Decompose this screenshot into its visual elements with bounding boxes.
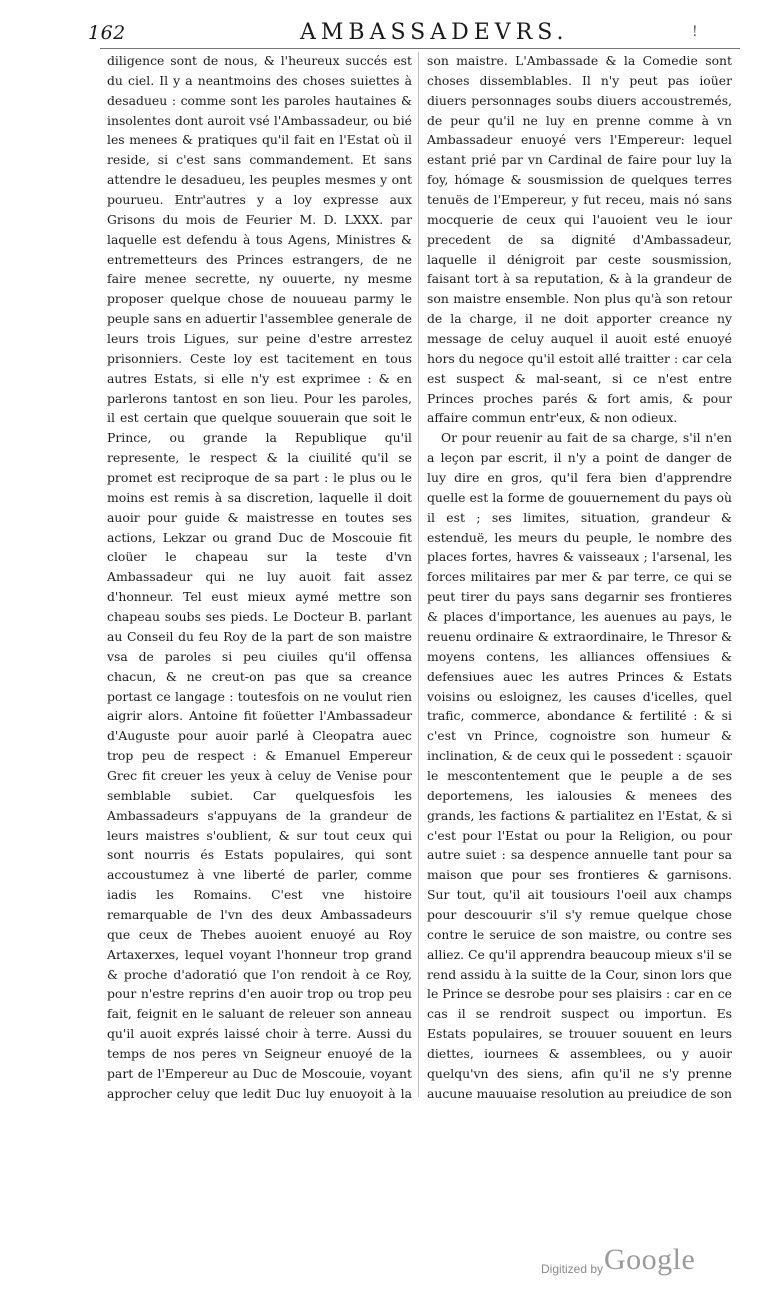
page-number: 162 [88, 22, 126, 44]
header-rule [100, 48, 740, 49]
paragraph: diligence sont de nous, & l'heureux succés est du ciel. Il y a neantmoins des choses suiettes à desadueu : comme sont les paroles hautaines & insolentes dont auroit vsé l'Ambassadeur, ou bié les menees & pratiques qu'il fait en l'Estat où il reside, si c'est sans commandement. Et sans attendre le desadueu, les peuples mesmes y ont pourueu. Entr'autres y a loy expresse aux Grisons du mois de Feurier M. D. LXXX. par laquelle est defendu à tous Agens, Ministres & entremetteurs des Princes estrangers, de ne faire menee secrette, ny ouuerte, ny mesme proposer quelque chose de nouueau parmy le peuple sans en aduertir l'assemblee generale de leurs trois Ligues, sur peine d'estre arrestez prisonniers. Ceste loy est tacitement en tous autres Estats, si elle n'y est exprimee : & en parlerons tantost en son lieu. Pour les paroles, il est certain que quelque souuerain que soit le Prince, ou grande la Republique qu'il represente, le respect & la ciuilité qu'il se promet est reciproque de sa part : le plus ou le moins est remis à sa discretion, laquelle il doit auoir pour guide & maistresse en toutes ses actions, Lekzar ou grand Duc de Moscouie fit cloüer le chapeau sur la teste d'vn Ambassadeur qui ne luy auoit fait assez d'honneur. Tel eust mieux aymé mettre son chapeau soubs ses pieds. Le Docteur B. parlant au Conseil du feu Roy de la part de son maistre vsa de paroles si peu ciuiles qu'il offensa chacun, & ne creut-on pas que sa creance portast ce langage : toutesfois on ne voulut rien aigrir alors. Antoine fit foüetter l'Ambassadeur d'Auguste pour auoir parlé à Cleopatra auec trop peu de respect : & Emanuel Empereur Grec fit creuer les yeux à celuy de Venise pour semblable subiet. Car quelquesfois les Ambassadeurs s'appuyans de la grandeur de leurs maistres s'oublient, & sur tout ceux qui sont nourris és Estats populaires, qui sont accoustumez à vne liberté de parler, comme iadis les Romains. C'est vne histoire remarquable de l'vn des deux Ambassadeurs que ceux de Thebes auoient enuoyé au Roy Artaxerxes, lequel voyant l'honneur trop grand & proche d'adoratió que l'on rendoit à ce Roy, pour n'estre reprins d'en auoir trop ou trop peu fait, feignit en le saluant de releuer son anneau qu'il auoit exprés laissé choir à terre. Aussi du temps de nos peres vn Seigneur enuoyé de la part de l'Empereur au Duc de Moscouie, voyant approcher celuy que ledit Duc luy enuoyoit à la [107, 53, 412, 1101]
google-watermark: Google [604, 1243, 696, 1276]
running-title: AMBASSADEVRS. [300, 20, 569, 45]
paragraph: Or pour reuenir au fait de sa charge, s'il n'en a leçon par escrit, il n'y a point de danger de luy dire en gros, qu'il fera bien d'apprendre quelle est la forme de gouuernement du pays où il est ; ses limites, situation, grandeur & estenduë, les meurs du peuple, le nombre des places fortes, havres & vaisseaux ; l'arsenal, les forces militaires par mer & par terre, ce qui se peut tirer du pays sans degarnir ses frontieres & places d'importance, les auenues au pays, le reuenu ordinaire & extraordinaire, le Thresor & moyens contens, les alliances offensiues & defensiues auec les autres Princes & Estats voisins ou esloignez, les causes d'icelles, quel trafic, commerce, abondance & fertilité : & si c'est vn Prince, cognoistre son humeur & inclination, & de ceux qui le possedent : sçauoir le mescontentement que le peuple a de ses deportemens, les ialousies & menees des grands, les factions & partialitez en l'Estat, & si c'est pour l'Estat ou pour la Religion, ou pour autre suiet : sa despence annuelle tant pour sa maison que pour ses frontieres & garnisons. Sur tout, qu'il ait tousiours l'oeil aux champs pour descouurir s'il s'y remue quelque chose contre le seruice de son maistre, ou contre ses alliez. Ce qu'il apprendra beaucoup mieux s'il se rend assidu à la suitte de la Cour, sinon lors que le Prince se desrobe pour ses plaisirs : car en ce cas il se rendroit suspect ou importun. Es Estats populaires, se trouuer souuent en leurs diettes, iournees & assemblees, ou y auoir quelqu'vn des siens, afin qu'il ne s'y prenne aucune mauuaise resolution au preiudice de son [427, 430, 732, 1101]
left-column [107, 51, 412, 1103]
paragraph: son maistre. L'Ambassade & la Comedie sont choses dissemblables. Il n'y peut pas ioüer diuers personnages soubs diuers accoustremés, de peur qu'il ne luy en prenne comme à vn Ambassadeur enuoyé vers l'Empereur: lequel estant prié par vn Cardinal de faire pour luy la foy, hómage & sousmission de quelques terres tenuës de l'Empereur, y fut receu, mais nó sans mocquerie de ceux qui l'auoient veu le iour precedent de sa dignité d'Ambassadeur, laquelle il dénigroit par ceste sousmission, faisant tort à sa reputation, & à la grandeur de son maistre ensemble. Non plus qu'à son retour de la charge, il ne doit apporter creance ny message de celuy auquel il auoit esté enuoyé hors du negoce qu'il estoit allé traitter : car cela est suspect & mal-seant, si ce n'est entre Princes proches parés & fort amis, & pour affaire commun entr'eux, & non odieux. [427, 53, 732, 426]
digitized-by-label: Digitized by [541, 1262, 604, 1276]
corner-mark: ! [692, 24, 698, 40]
column-gutter [418, 52, 419, 1097]
right-column [427, 51, 732, 1103]
